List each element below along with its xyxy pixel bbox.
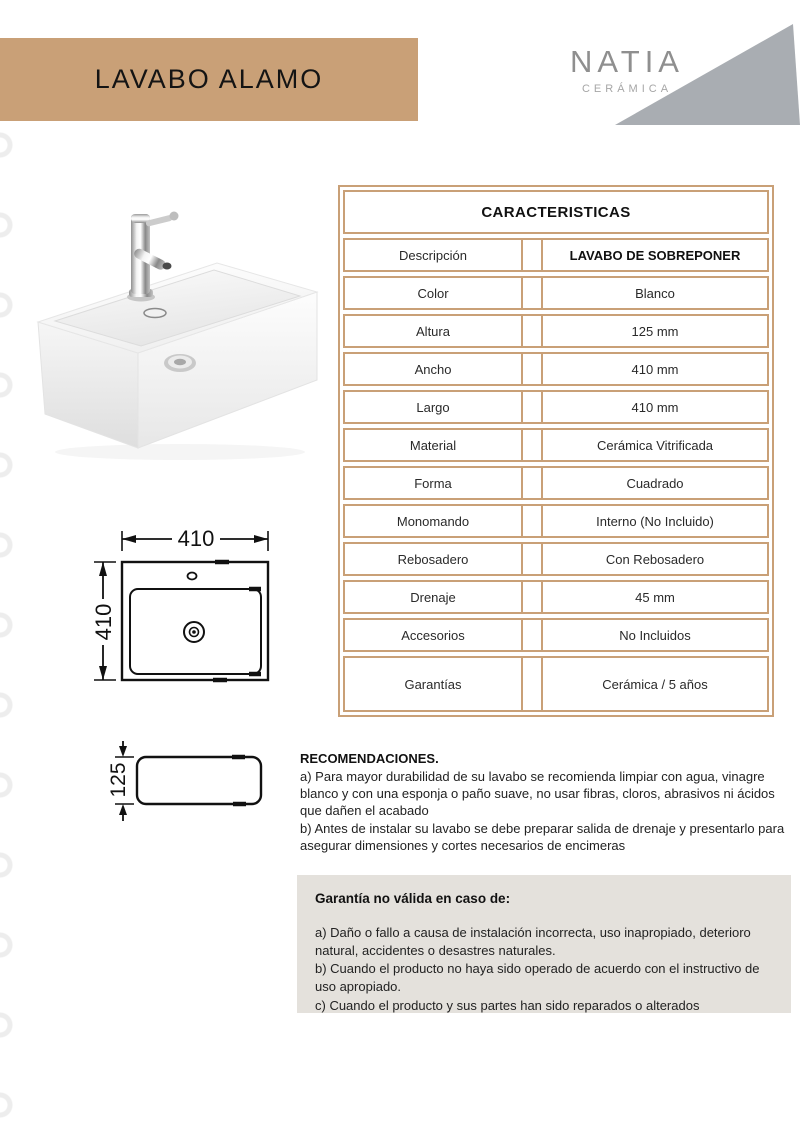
- spec-label: Altura: [416, 323, 450, 339]
- spec-value: Cerámica / 5 años: [602, 676, 708, 692]
- spec-value: No Incluidos: [619, 627, 691, 643]
- spec-value: Cuadrado: [626, 475, 684, 491]
- column-divider: [521, 468, 543, 498]
- table-row: [343, 428, 769, 462]
- spec-label: Largo: [416, 399, 450, 415]
- column-divider: [521, 658, 543, 710]
- table-row: [343, 580, 769, 614]
- top-view-width-label: 410: [177, 526, 215, 551]
- table-row: [343, 656, 769, 712]
- table-row: [343, 504, 769, 538]
- table-row: [343, 314, 769, 348]
- table-row: [343, 276, 769, 310]
- spec-value: 410 mm: [631, 361, 679, 377]
- column-divider: [521, 240, 543, 270]
- column-divider: [521, 354, 543, 384]
- table-row: [343, 466, 769, 500]
- page-title: LAVABO ALAMO: [94, 64, 324, 94]
- recommendations-section: [300, 750, 794, 854]
- recommendation-item: a) Para mayor durabilidad de su lavabo se recomienda limpiar con agua, vinagre blanco y con una esponja o paño suave, no usar fibras, cloros, abrasivos ni ácidos que dañen el acabado: [300, 769, 775, 819]
- spec-value: 410 mm: [631, 399, 679, 415]
- warranty-item: c) Cuando el producto y sus partes han sido reparados o alterados: [315, 997, 700, 1013]
- column-divider: [521, 430, 543, 460]
- warranty-title: Garantía no válida en caso de:: [315, 891, 511, 906]
- brand-tagline: CERÁMICA: [581, 83, 673, 95]
- brand-name: NATIA: [570, 44, 684, 79]
- spec-value: Con Rebosadero: [605, 551, 705, 567]
- warranty-item: a) Daño o fallo a causa de instalación incorrecta, uso inapropiado, deterioro natural, accidentes o desastres naturales.: [315, 924, 751, 959]
- spec-value: 45 mm: [635, 589, 675, 605]
- column-divider: [521, 506, 543, 536]
- spec-label: Garantías: [404, 676, 462, 692]
- column-divider: [521, 316, 543, 346]
- spec-label: Drenaje: [410, 589, 456, 605]
- spec-label: Forma: [414, 475, 452, 491]
- side-view-height-label: 125: [107, 762, 130, 798]
- column-divider: [521, 544, 543, 574]
- spec-label: Color: [417, 285, 449, 301]
- spec-value: Blanco: [635, 285, 675, 301]
- column-divider: [521, 620, 543, 650]
- spec-label: Descripción: [399, 247, 467, 263]
- spec-label: Accesorios: [401, 627, 465, 643]
- table-row: [343, 238, 769, 272]
- warranty-item: b) Cuando el producto no haya sido operado de acuerdo con el instructivo de uso apropiado.: [315, 961, 760, 995]
- spec-label: Ancho: [414, 361, 452, 377]
- recommendations-title: RECOMENDACIONES.: [300, 751, 439, 766]
- spec-value: 125 mm: [631, 323, 679, 339]
- column-divider: [521, 582, 543, 612]
- title-bar: [0, 38, 418, 121]
- table-row: [343, 618, 769, 652]
- spec-value: LAVABO DE SOBREPONER: [569, 247, 741, 263]
- warranty-box: [297, 875, 791, 1013]
- characteristics-table: [338, 185, 774, 717]
- watermark-rings: [0, 131, 16, 1126]
- product-photo: [25, 190, 325, 465]
- spec-label: Monomando: [396, 513, 470, 529]
- spec-value: Interno (No Incluido): [596, 513, 714, 529]
- table-row: [343, 542, 769, 576]
- side-view-drawing: [88, 733, 288, 828]
- spec-value: Cerámica Vitrificada: [596, 437, 714, 453]
- table-row: [343, 390, 769, 424]
- spec-label: Rebosadero: [397, 551, 469, 567]
- recommendation-item: b) Antes de instalar su lavabo se debe preparar salida de drenaje y presentarlo para asegurar dimensiones y cortes necesarios de encimeras: [300, 820, 785, 853]
- column-divider: [521, 278, 543, 308]
- table-title: CARACTERISTICAS: [481, 203, 631, 221]
- top-view-drawing: [80, 505, 295, 695]
- column-divider: [521, 392, 543, 422]
- table-title-row: [343, 190, 769, 234]
- spec-label: Material: [409, 437, 457, 453]
- top-view-height-label: 410: [91, 603, 116, 641]
- table-row: [343, 352, 769, 386]
- brand-logo: [566, 44, 688, 95]
